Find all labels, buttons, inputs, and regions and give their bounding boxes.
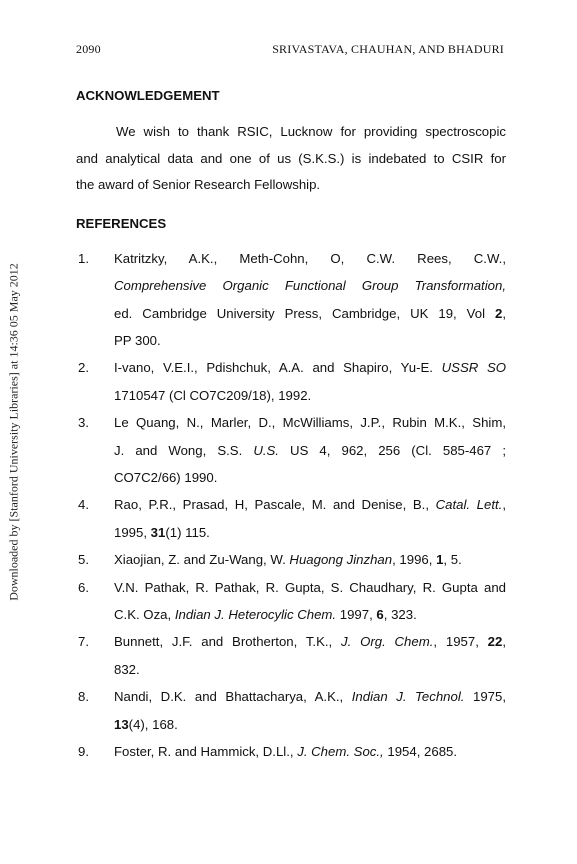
- reference-line: I-vano, V.E.I., Pdishchuk, A.A. and Shapiro, Yu-E. USSR SO: [114, 360, 506, 376]
- reference-text: [114, 628, 506, 683]
- reference-number: 2.: [78, 360, 89, 376]
- reference-line: Xiaojian, Z. and Zu-Wang, W. Huagong Jinzhan, 1996, 1, 5.: [114, 552, 462, 568]
- reference-line: Le Quang, N., Marler, D., McWilliams, J.P., Rubin M.K., Shim,: [114, 415, 506, 431]
- reference-line: ed. Cambridge University Press, Cambridge, UK 19, Vol 2,: [114, 305, 506, 321]
- download-stamp-text: Downloaded by [Stanford University Libraries] at 14:36 05 May 2012: [6, 263, 21, 601]
- page-content: [76, 86, 506, 766]
- reference-line: Foster, R. and Hammick, D.Ll., J. Chem. Soc., 1954, 2685.: [114, 744, 458, 760]
- reference-line: Katritzky, A.K., Meth-Cohn, O, C.W. Rees, C.W.,: [114, 250, 506, 266]
- page-number: 2090: [76, 42, 101, 56]
- reference-line: Nandi, D.K. and Bhattacharya, A.K., Indian J. Technol. 1975,: [114, 689, 506, 705]
- reference-text: [114, 546, 506, 573]
- download-stamp: [7, 232, 21, 632]
- reference-item: [76, 683, 506, 738]
- reference-item: [76, 628, 506, 683]
- acknowledgement-line: the award of Senior Research Fellowship.: [76, 177, 321, 193]
- reference-number: 8.: [78, 689, 89, 705]
- reference-item: [76, 409, 506, 491]
- references-heading: REFERENCES: [76, 215, 167, 231]
- reference-line: 832.: [114, 661, 140, 677]
- acknowledgement-line: and analytical data and one of us (S.K.S.) is indebated to CSIR for: [76, 150, 506, 166]
- reference-line: Bunnett, J.F. and Brotherton, T.K., J. Org. Chem., 1957, 22,: [114, 634, 506, 650]
- reference-item: [76, 354, 506, 409]
- reference-line: 13(4), 168.: [114, 716, 178, 732]
- reference-list: [76, 245, 506, 766]
- reference-text: [114, 409, 506, 491]
- reference-number: 5.: [78, 552, 89, 568]
- reference-number: 3.: [78, 415, 89, 431]
- reference-number: 1.: [78, 250, 89, 266]
- reference-line: 1995, 31(1) 115.: [114, 524, 210, 540]
- reference-item: [76, 738, 506, 765]
- reference-number: 6.: [78, 579, 89, 595]
- reference-number: 4.: [78, 497, 89, 513]
- reference-line: CO7C2/66) 1990.: [114, 470, 218, 486]
- reference-line: C.K. Oza, Indian J. Heterocylic Chem. 1997, 6, 323.: [114, 607, 417, 623]
- reference-line: J. and Wong, S.S. U.S. US 4, 962, 256 (Cl. 585-467 ;: [114, 442, 506, 458]
- running-header: [76, 42, 504, 57]
- reference-number: 9.: [78, 744, 89, 760]
- reference-line: 1710547 (Cl CO7C209/18), 1992.: [114, 387, 312, 403]
- reference-text: [114, 738, 506, 765]
- reference-text: [114, 683, 506, 738]
- acknowledgement-heading: ACKNOWLEDGEMENT: [76, 88, 220, 103]
- reference-text: [114, 354, 506, 409]
- reference-line: Rao, P.R., Prasad, H, Pascale, M. and Denise, B., Catal. Lett.,: [114, 497, 506, 513]
- reference-text: [114, 491, 506, 546]
- reference-text: [114, 245, 506, 355]
- reference-line: V.N. Pathak, R. Pathak, R. Gupta, S. Chaudhary, R. Gupta and: [114, 579, 506, 595]
- reference-line: PP 300.: [114, 333, 161, 348]
- running-head: SRIVASTAVA, CHAUHAN, AND BHADURI: [272, 42, 504, 56]
- acknowledgement-line: We wish to thank RSIC, Lucknow for providing spectroscopic: [116, 124, 506, 139]
- reference-number: 7.: [78, 634, 89, 650]
- reference-item: [76, 546, 506, 573]
- acknowledgement-paragraph: [76, 119, 506, 199]
- reference-item: [76, 491, 506, 546]
- reference-line: Comprehensive Organic Functional Group Transformation,: [114, 278, 506, 294]
- reference-text: [114, 574, 506, 629]
- reference-item: [76, 574, 506, 629]
- reference-item: [76, 245, 506, 355]
